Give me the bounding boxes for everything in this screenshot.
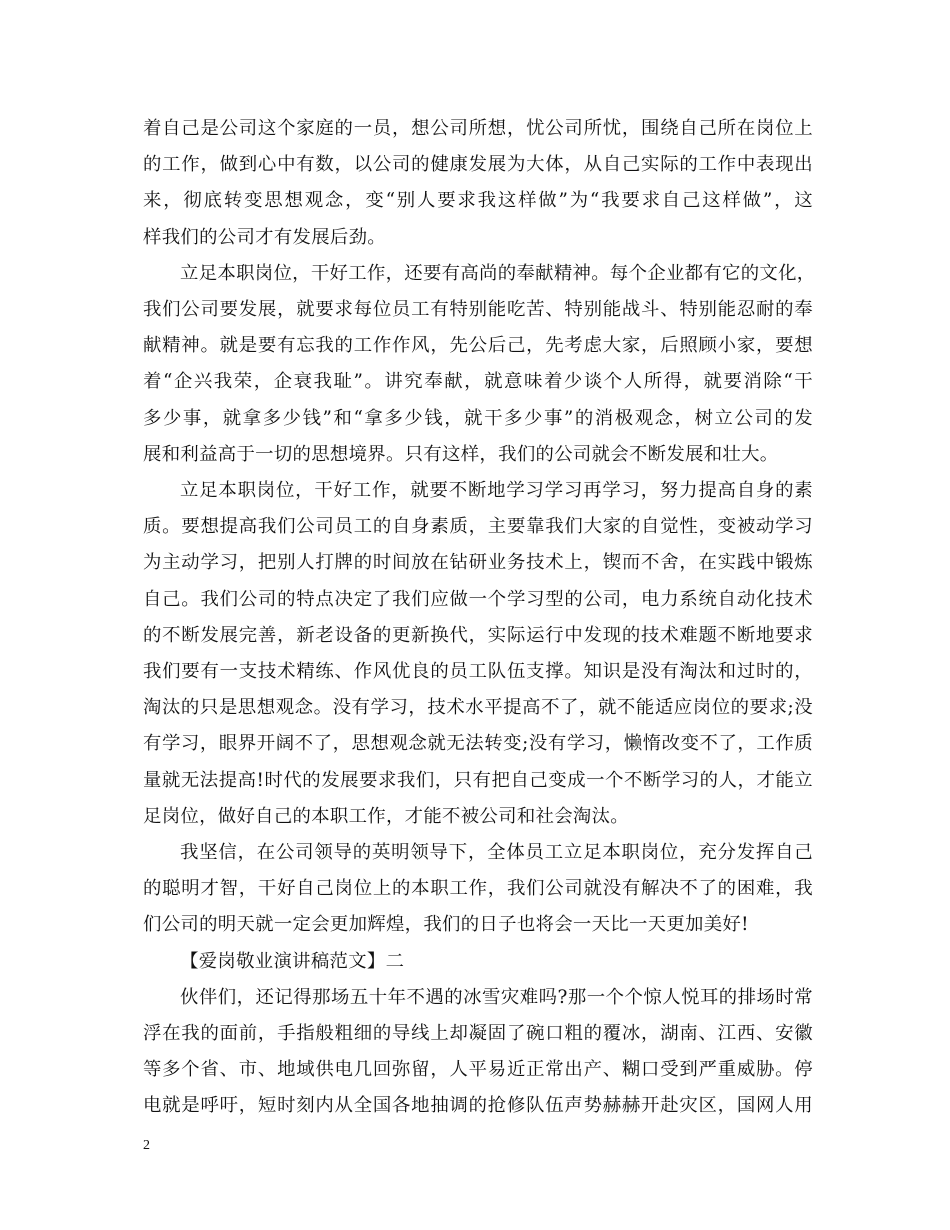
text-line: 质。要想提高我们公司员工的自身素质，主要靠我们大家的自觉性，变被动学习	[143, 516, 813, 537]
text-line: 我们要有一支技术精练、作风优良的员工队伍支撑。知识是没有淘汰和过时的，	[143, 661, 813, 682]
text-line: 着自己是公司这个家庭的一员，想公司所想，忧公司所忧，围绕自己所在岗位上	[143, 118, 813, 139]
text-line: 着“企兴我荣，企衰我耻”。讲究奉献，就意味着少谈个人所得，就要消除“干	[143, 371, 813, 392]
text-line: 样我们的公司才有发展后劲。	[143, 227, 386, 248]
text-line: 量就无法提高!时代的发展要求我们，只有把自己变成一个不断学习的人，才能立	[143, 770, 813, 791]
text-line: 浮在我的面前，手指般粗细的导线上却凝固了碗口粗的覆冰，湖南、江西、安徽	[143, 1023, 813, 1044]
paragraph-first-line: 我坚信，在公司领导的英明领导下，全体员工立足本职岗位，充分发挥自己	[180, 842, 813, 863]
text-line: 淘汰的只是思想观念。没有学习，技术水平提高不了，就不能适应岗位的要求;没	[143, 697, 813, 718]
text-line: 电就是呼吁，短时刻内从全国各地抽调的抢修队伍声势赫赫开赴灾区，国网人用	[143, 1095, 813, 1116]
page-number: 2	[143, 1138, 150, 1153]
text-line: 有学习，眼界开阔不了，思想观念就无法转变;没有学习，懒惰改变不了，工作质	[143, 733, 813, 754]
text-line: 的工作，做到心中有数，以公司的健康发展为大体，从自己实际的工作中表现出	[143, 154, 813, 175]
text-line: 等多个省、市、地域供电几回弥留，人平易近正常出产、糊口受到严重威胁。停	[143, 1059, 813, 1080]
paragraph-first-line: 立足本职岗位，干好工作，就要不断地学习学习再学习，努力提高自身的素	[180, 480, 813, 501]
text-line: 来，彻底转变思想观念，变“别人要求我这样做”为“我要求自己这样做”，这	[143, 190, 813, 211]
text-line: 为主动学习，把别人打牌的时间放在钻研业务技术上，锲而不舍，在实践中锻炼	[143, 552, 813, 573]
section-heading: 【爱岗敬业演讲稿范文】二	[180, 951, 405, 972]
text-line: 展和利益高于一切的思想境界。只有这样，我们的公司就会不断发展和壮大。	[143, 444, 779, 465]
text-line: 多少事，就拿多少钱”和“拿多少钱，就干多少事”的消极观念，树立公司的发	[143, 408, 813, 429]
text-line: 足岗位，做好自己的本职工作，才能不被公司和社会淘汰。	[143, 806, 629, 827]
paragraph-first-line: 立足本职岗位，干好工作，还要有高尚的奉献精神。每个企业都有它的文化，	[180, 263, 816, 284]
text-line: 献精神。就是要有忘我的工作作风，先公后己，先考虑大家，后照顾小家，要想	[143, 335, 813, 356]
text-line: 我们公司要发展，就要求每位员工有特别能吃苦、特别能战斗、特别能忍耐的奉	[143, 299, 813, 320]
text-line: 自己。我们公司的特点决定了我们应做一个学习型的公司，电力系统自动化技术	[143, 589, 813, 610]
text-line: 们公司的明天就一定会更加辉煌，我们的日子也将会一天比一天更加美好!	[143, 914, 749, 935]
paragraph-first-line: 伙伴们，还记得那场五十年不遇的冰雪灾难吗?那一个个惊人悦耳的排场时常	[180, 987, 813, 1008]
text-line: 的不断发展完善，新老设备的更新换代，实际运行中发现的技术难题不断地要求	[143, 625, 813, 646]
text-line: 的聪明才智，干好自己岗位上的本职工作，我们公司就没有解决不了的困难，我	[143, 878, 813, 899]
